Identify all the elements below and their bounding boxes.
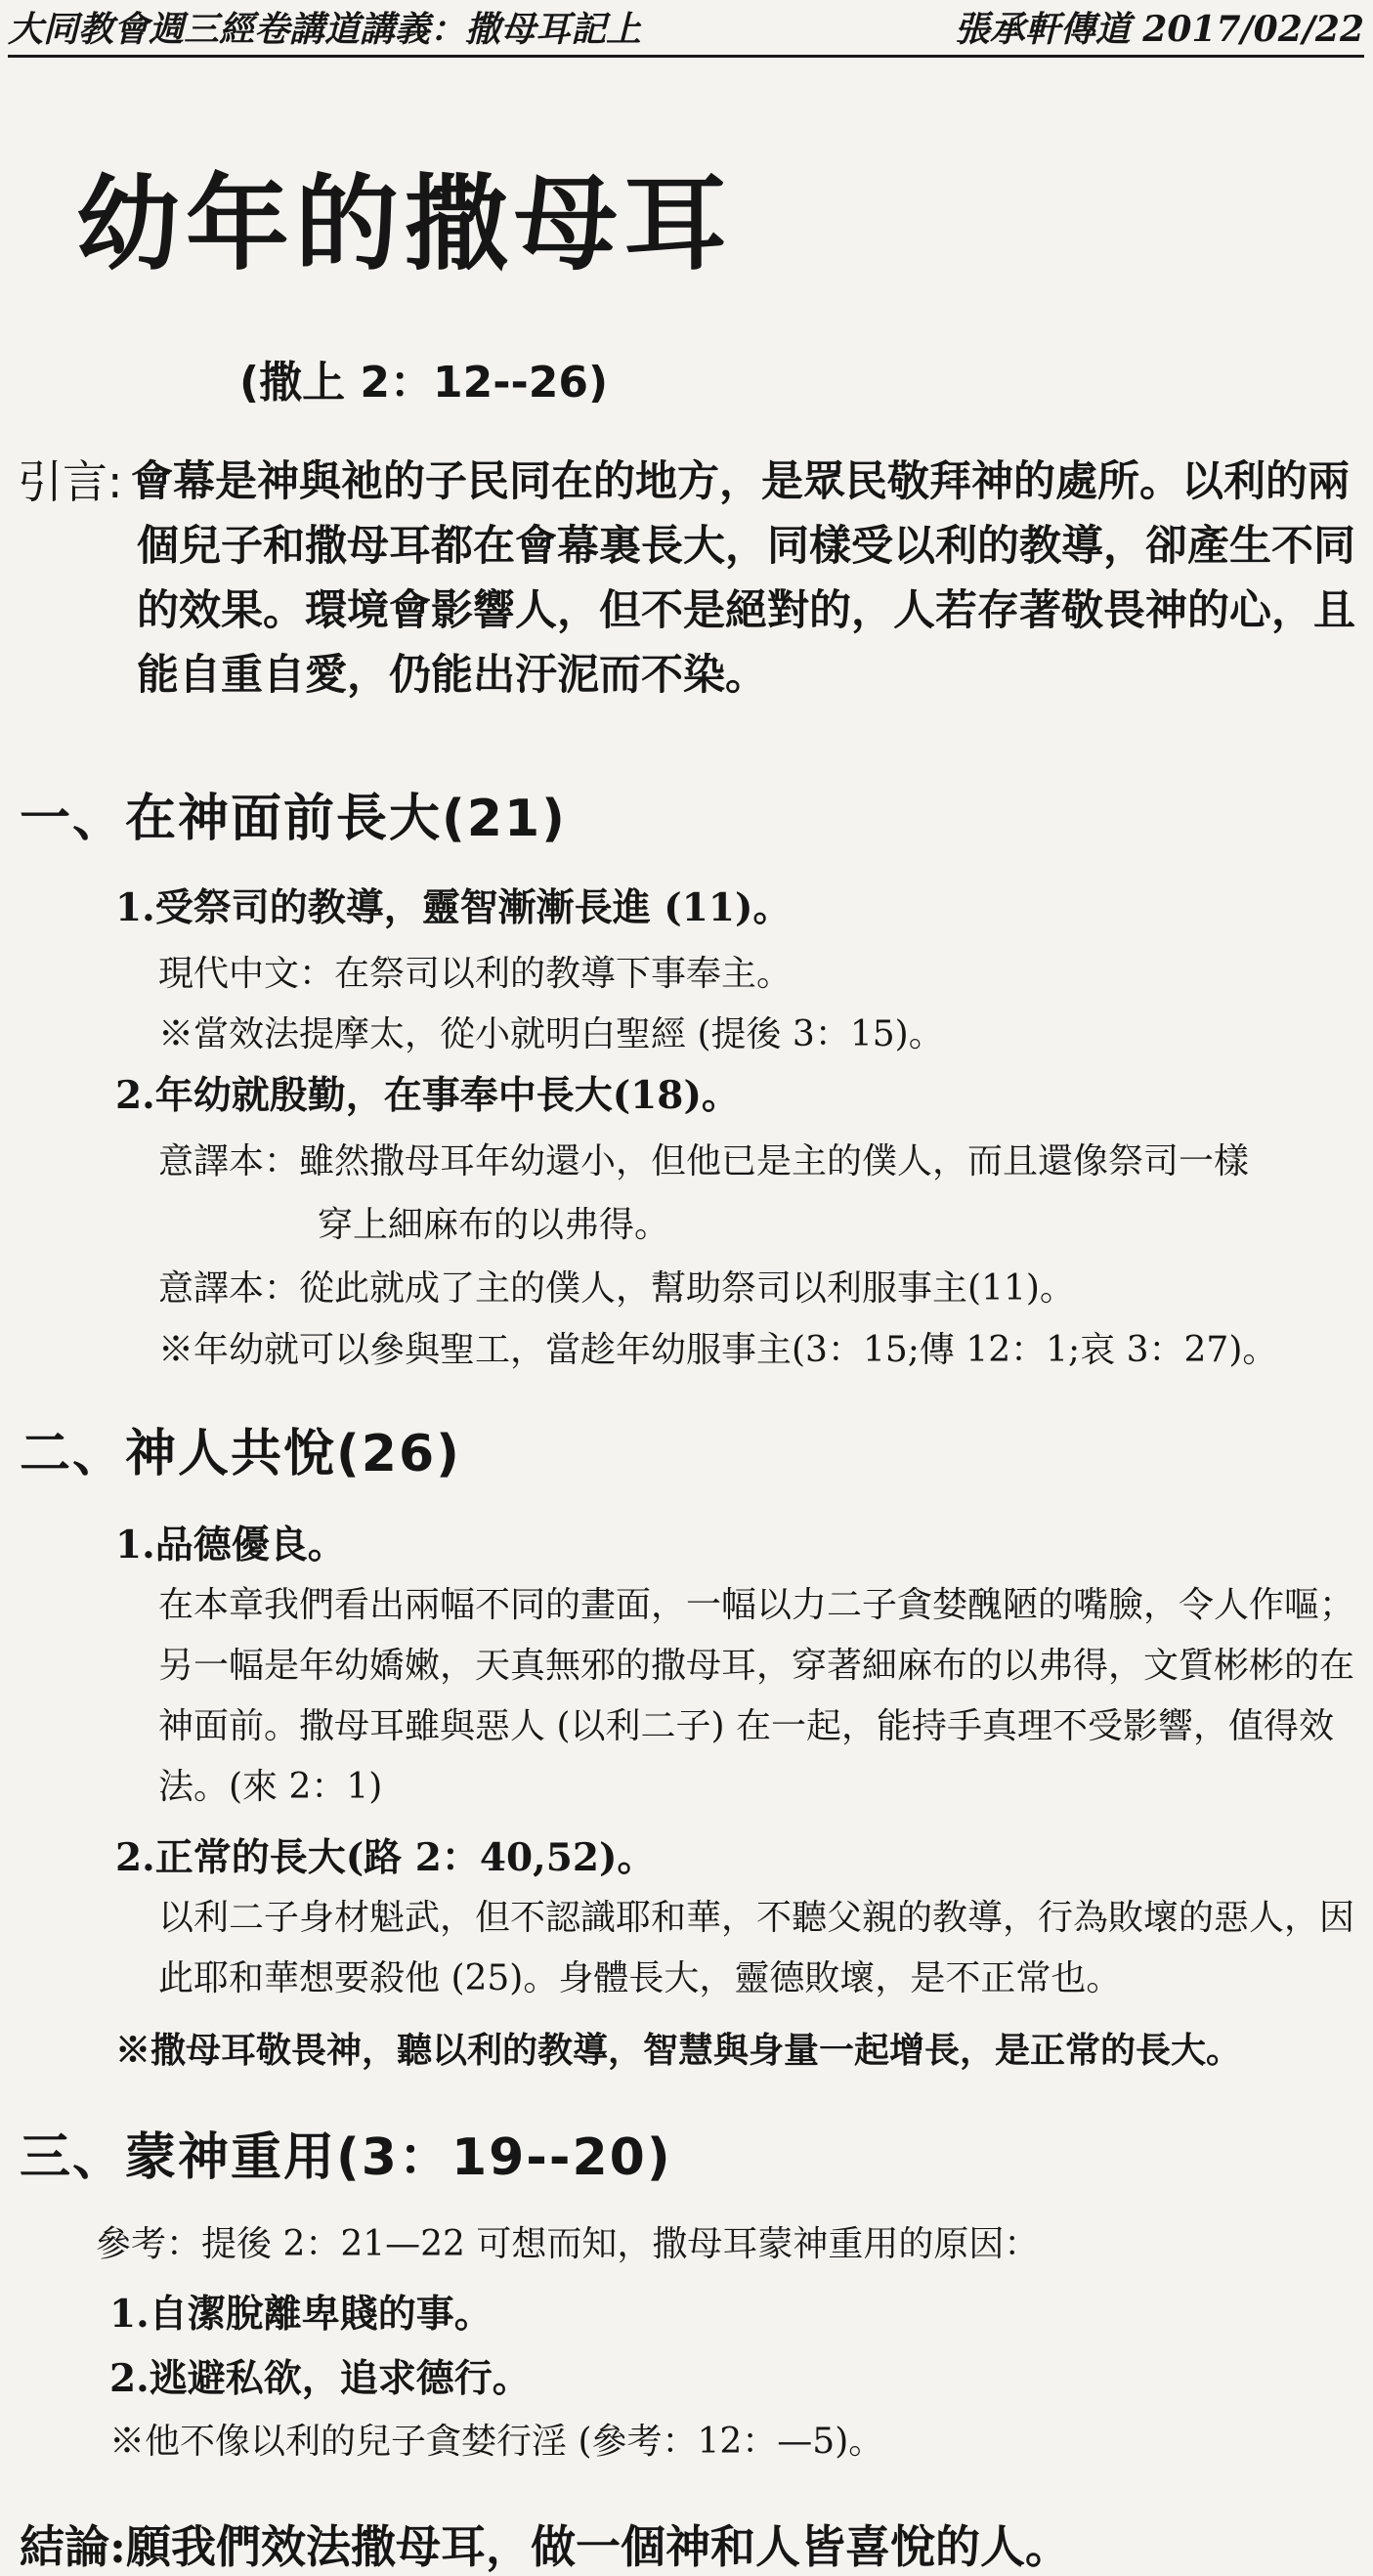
section3-heading: 三、蒙神重用(3：19--20) [20, 2128, 672, 2187]
page-title: 幼年的撒母耳 [76, 164, 733, 284]
section2-item1-paragraph: 在本章我們看出兩幅不同的畫面，一幅以力二子貪婪醜陋的嘴臉，令人作嘔；另一幅是年幼嬌嫩，天真無邪的撒母耳，穿著細麻布的以弗得，文質彬彬的在神面前。撒母耳雖與惡人 (以利二子) 在一起，能持手真理不受影響，值得效法。(來 2：1) [158, 1585, 1355, 1807]
header-author-date: 張承軒傳道 2017/02/22 [954, 9, 1364, 50]
section2-heading: 二、神人共悅(26) [20, 1425, 461, 1483]
section1-item1-line2: ※當效法提摩太，從小就明白聖經 (提後 3：15)。 [158, 1014, 944, 1054]
section2-item2-paragraph: 以利二子身材魁武，但不認識耶和華，不聽父親的教導，行為敗壞的惡人，因此耶和華想要殺他 (25)。身體長大，靈德敗壞，是不正常也。 [158, 1898, 1355, 1998]
conclusion: 結論:願我們效法撒母耳，做一個神和人皆喜悅的人。 [20, 2520, 1070, 2573]
scripture-reference: (撒上 2：12--26) [239, 358, 609, 408]
section1-heading: 一、在神面前長大(21) [20, 790, 567, 848]
section1-item2: 2.年幼就殷勤，在事奉中長大(18)。 [115, 1073, 740, 1118]
section2-item1: 1.品德優良。 [115, 1523, 346, 1567]
section1-item2-line1b: 穿上細麻布的以弗得。 [318, 1205, 670, 1245]
section1-item2-line3: ※年幼就可以參與聖工，當趁年幼服事主(3：15;傳 12：1;哀 3：27)。 [158, 1330, 1278, 1370]
section3-note: ※他不像以利的兒子貪婪行淫 (參考：12：—5)。 [109, 2422, 884, 2462]
section1-item1-line1: 現代中文：在祭司以利的教導下事奉主。 [158, 954, 793, 994]
page-header [8, 6, 1364, 58]
section1-item1: 1.受祭司的教導，靈智漸漸長進 (11)。 [115, 885, 792, 930]
section2-item2: 2.正常的長大(路 2：40,52)。 [115, 1835, 656, 1880]
section3-item2: 2.逃避私欲，追求德行。 [109, 2356, 531, 2401]
intro-text: 會幕是神與祂的子民同在的地方，是眾民敬拜神的處所。以利的兩個兒子和撒母耳都在會幕裏長大，同樣受以利的教導，卻產生不同的效果。環境會影響人，但不是絕對的，人若存著敬畏神的心，且能自重自愛，仍能出汙泥而不染。 [131, 457, 1355, 700]
section1-item2-line2: 意譯本：從此就成了主的僕人，幫助祭司以利服事主(11)。 [158, 1268, 1075, 1309]
section3-reference-line: 參考：提後 2：21—22 可想而知，撒母耳蒙神重用的原因： [96, 2224, 1040, 2264]
section1-item2-line1a: 意譯本：雖然撒母耳年幼還小，但他已是主的僕人，而且還像祭司一樣 [158, 1141, 1250, 1181]
intro-label: 引言: [18, 455, 123, 508]
section3-item1: 1.自潔脫離卑賤的事。 [109, 2292, 493, 2337]
section2-note: ※撒母耳敬畏神，聽以利的教導，智慧與身量一起增長，是正常的長大。 [115, 2030, 1242, 2071]
header-course-title: 大同教會週三經卷講道講義：撒母耳記上 [8, 9, 642, 50]
